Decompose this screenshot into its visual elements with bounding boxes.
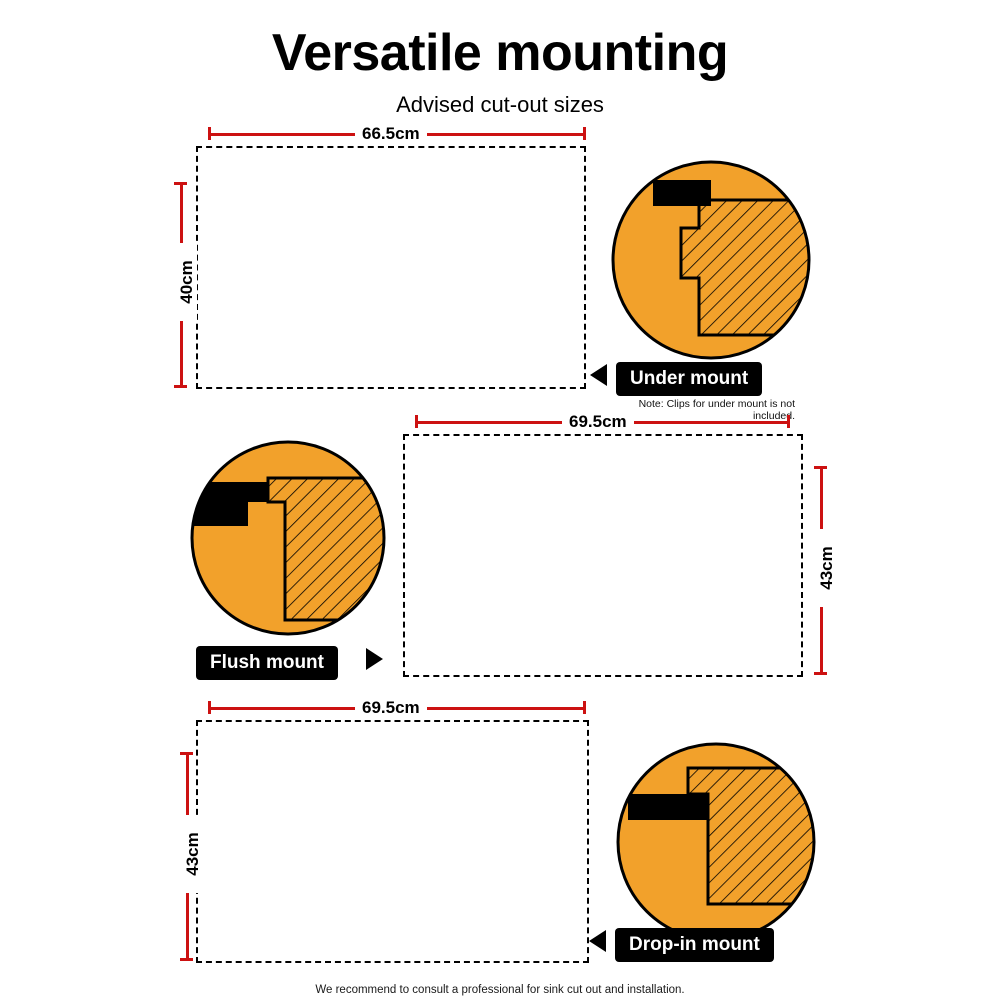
dimension-tick-right-flush-mount [787, 415, 790, 428]
dimension-tick-bottom-flush-mount [814, 672, 827, 675]
dimension-label-width-drop-in-mount: 69.5cm [355, 698, 427, 718]
dimension-tick-left-under-mount [208, 127, 211, 140]
pointer-arrow-drop-in-mount [589, 930, 606, 952]
dimension-label-width-under-mount: 66.5cm [355, 124, 427, 144]
cutout-rectangle-drop-in-mount [196, 720, 589, 963]
dimension-label-height-under-mount: 40cm [177, 243, 197, 321]
dimension-label-height-drop-in-mount: 43cm [183, 815, 203, 893]
footer-disclaimer: We recommend to consult a professional for sink cut out and installation. [315, 984, 685, 996]
detail-illustration-drop-in-mount [616, 742, 816, 942]
cutout-rectangle-under-mount [196, 146, 586, 389]
label-drop-in-mount: Drop-in mount [615, 928, 774, 962]
detail-illustration-flush-mount [190, 440, 386, 636]
page-subtitle: Advised cut-out sizes [396, 92, 604, 117]
pointer-arrow-flush-mount [366, 648, 383, 670]
dimension-tick-left-flush-mount [415, 415, 418, 428]
pointer-arrow-under-mount [590, 364, 607, 386]
label-flush-mount: Flush mount [196, 646, 338, 680]
dimension-tick-right-under-mount [583, 127, 586, 140]
dimension-tick-bottom-drop-in-mount [180, 958, 193, 961]
label-under-mount: Under mount [616, 362, 762, 396]
dimension-tick-bottom-under-mount [174, 385, 187, 388]
dimension-tick-right-drop-in-mount [583, 701, 586, 714]
dimension-tick-top-under-mount [174, 182, 187, 185]
page-title: Versatile mounting [271, 24, 729, 82]
dimension-tick-top-flush-mount [814, 466, 827, 469]
dimension-tick-top-drop-in-mount [180, 752, 193, 755]
cutout-rectangle-flush-mount [403, 434, 803, 677]
note-under-mount: Note: Clips for under mount is not included. [638, 398, 795, 422]
dimension-label-height-flush-mount: 43cm [817, 529, 837, 607]
dimension-label-width-flush-mount: 69.5cm [562, 412, 634, 432]
detail-illustration-under-mount [611, 160, 811, 360]
dimension-tick-left-drop-in-mount [208, 701, 211, 714]
